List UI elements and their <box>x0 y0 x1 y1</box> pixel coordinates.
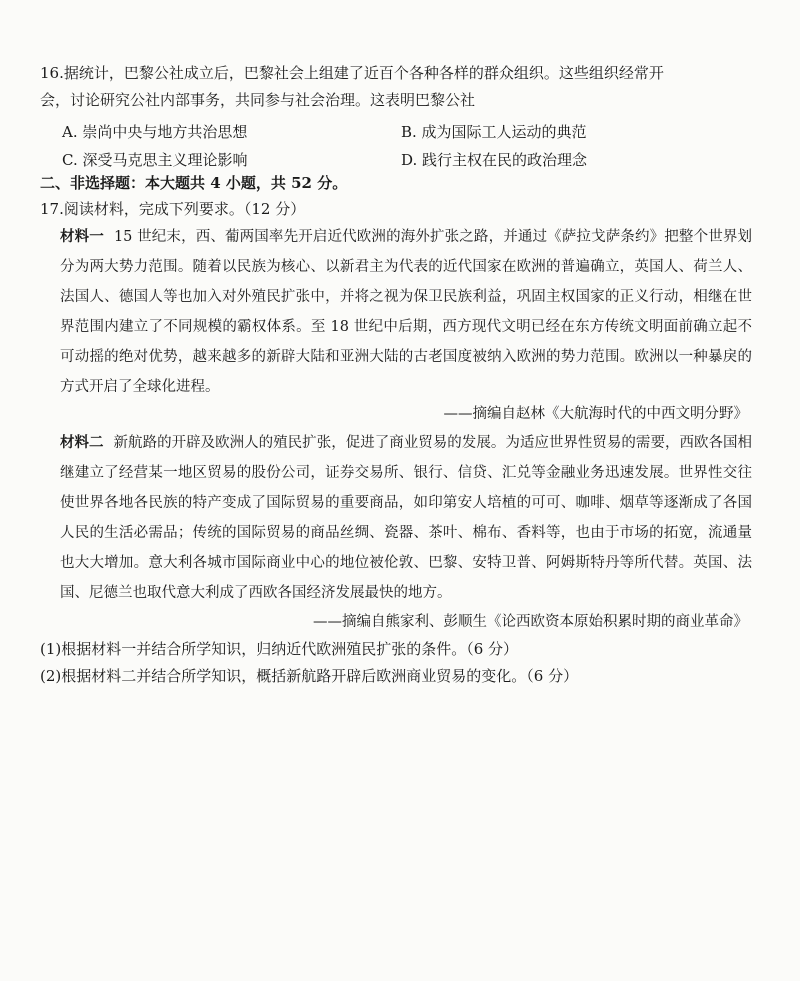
material-2 <box>60 428 752 608</box>
requirement-1: (1)根据材料一并结合所学知识，归纳近代欧洲殖民扩张的条件。（6 分） <box>40 640 519 658</box>
material-1 <box>60 222 752 402</box>
material-2-text: 新航路的开辟及欧洲人的殖民扩张，促进了商业贸易的发展。为适应世界性贸易的需要，西欧各国相继建立了经营某一地区贸易的股份公司，证券交易所、银行、信贷、汇兑等金融业务迅速发展。世界性交往使世界各地各民族的特产变成了国际贸易的重要商品，如印第安人培植的可可、咖啡、烟草等逐渐成了各国人民的生活必需品；传统的国际贸易的商品丝绸、瓷器、茶叶、棉布、香料等，也由于市场的拓宽，流通量也大大增加。意大利各城市国际商业中心的地位被伦敦、巴黎、安特卫普、阿姆斯特丹等所代替。英国、法国、尼德兰也取代意大利成了西欧各国经济发展最快的地方。 <box>60 435 753 601</box>
section-heading: 二、非选择题：本大题共 4 小题，共 52 分。 <box>40 174 348 192</box>
question-16-line-1: 16.据统计，巴黎公社成立后，巴黎社会上组建了近百个各种各样的群众组织。这些组织经常开 <box>40 64 664 82</box>
option-d: D. 践行主权在民的政治理念 <box>401 151 588 169</box>
material-1-label: 材料一 <box>60 228 104 245</box>
requirement-2: (2)根据材料二并结合所学知识，概括新航路开辟后欧洲商业贸易的变化。（6 分） <box>40 667 579 685</box>
option-a: A. 崇尚中央与地方共治思想 <box>62 123 248 141</box>
question-17-stem: 17.阅读材料，完成下列要求。（12 分） <box>40 200 306 218</box>
option-c: C. 深受马克思主义理论影响 <box>62 151 248 169</box>
option-b: B. 成为国际工人运动的典范 <box>401 123 587 141</box>
material-1-source: ——摘编自赵林《大航海时代的中西文明分野》 <box>443 406 748 422</box>
material-2-label: 材料二 <box>60 434 104 451</box>
material-2-source: ——摘编自熊家利、彭顺生《论西欧资本原始积累时期的商业革命》 <box>313 614 748 630</box>
question-16-stem <box>40 62 760 111</box>
question-16-line-2: 会，讨论研究公社内部事务，共同参与社会治理。这表明巴黎公社 <box>40 91 476 109</box>
question-16-options <box>62 118 740 174</box>
material-1-text: 15 世纪末，西、葡两国率先开启近代欧洲的海外扩张之路，并通过《萨拉戈萨条约》把整个世界划分为两大势力范围。随着以民族为核心、以新君主为代表的近代国家在欧洲的普遍确立，英国人、荷兰人、法国人、德国人等也加入对外殖民扩张中，并将之视为保卫民族利益，巩固主权国家的正义行动，相继在世界范围内建立了不同规模的霸权体系。至 18 世纪中后期，西方现代文明已经在东方传统文明面前确立起不可动摇的绝对优势，越来越多的新辟大陆和亚洲大陆的古老国度被纳入欧洲的势力范围。欧洲以一种暴戾的方式开启了全球化进程。 <box>60 229 753 395</box>
